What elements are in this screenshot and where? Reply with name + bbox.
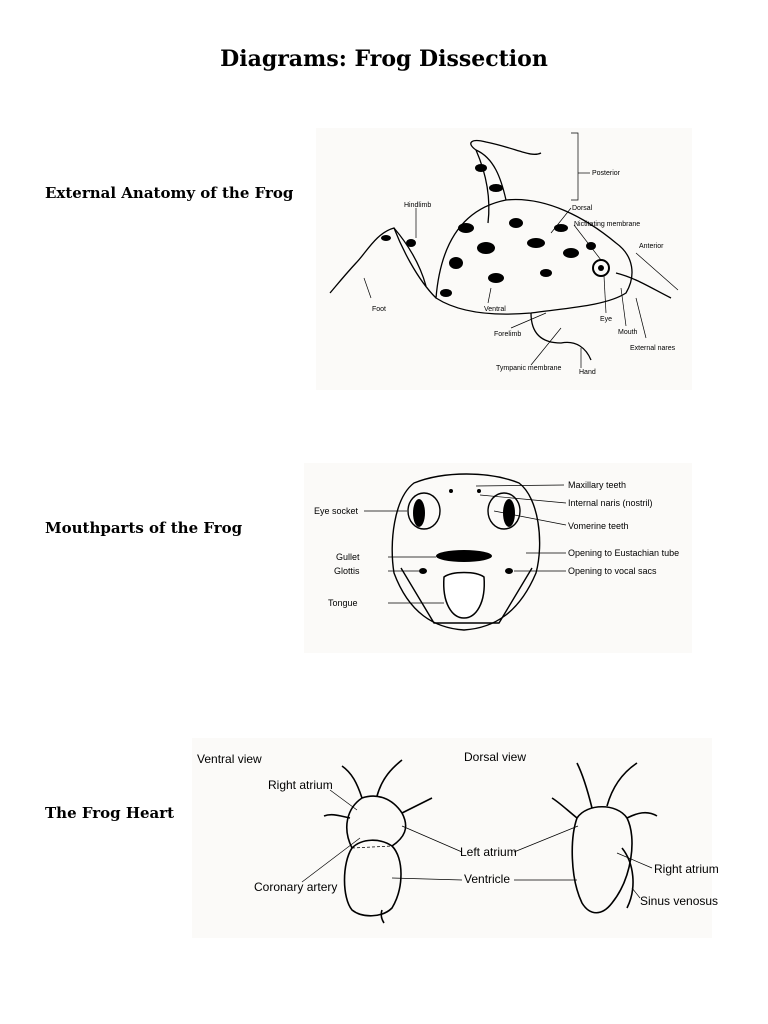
label-hand: Hand xyxy=(579,369,596,376)
external-anatomy-figure xyxy=(316,128,692,390)
label-posterior: Posterior xyxy=(592,170,621,177)
label-right-atrium-dorsal: Right atrium xyxy=(654,862,719,876)
label-external-nares: External nares xyxy=(630,345,676,352)
label-eye: Eye xyxy=(600,316,613,323)
label-right-atrium-ventral: Right atrium xyxy=(268,778,333,792)
label-nictitating-membrane: Nictitating membrane xyxy=(574,221,641,228)
tongue-shape xyxy=(444,573,485,619)
label-tongue: Tongue xyxy=(328,598,358,608)
label-left-atrium: Left atrium xyxy=(460,845,517,859)
label-internal-naris: Internal naris (nostril) xyxy=(568,498,653,508)
label-coronary-artery: Coronary artery xyxy=(254,880,338,894)
label-eustachian: Opening to Eustachian tube xyxy=(568,548,680,558)
mouthparts-diagram xyxy=(304,463,692,653)
label-tympanic-membrane: Tympanic membrane xyxy=(496,365,562,372)
label-foot: Foot xyxy=(372,306,387,313)
label-sinus-venosus: Sinus venosus xyxy=(640,894,719,908)
label-eye-socket: Eye socket xyxy=(314,506,359,516)
label-vocal-sacs: Opening to vocal sacs xyxy=(568,566,657,576)
label-hindlimb: Hindlimb xyxy=(404,202,432,209)
label-forelimb: Forelimb xyxy=(494,331,522,338)
heading-external-anatomy: External Anatomy of the Frog xyxy=(45,184,294,202)
label-anterior: Anterior xyxy=(639,243,664,250)
label-dorsal: Dorsal xyxy=(572,205,593,212)
heading-frog-heart: The Frog Heart xyxy=(45,804,175,822)
label-glottis: Glottis xyxy=(334,566,360,576)
frog-external-diagram xyxy=(316,128,692,390)
heart-diagram xyxy=(192,738,719,938)
label-dorsal-view: Dorsal view xyxy=(464,750,527,764)
heart-ventral xyxy=(324,760,432,923)
label-mouth: Mouth xyxy=(618,329,638,336)
label-vomerine-teeth: Vomerine teeth xyxy=(568,521,629,531)
label-ventral-view: Ventral view xyxy=(197,752,262,766)
frog-spots xyxy=(381,164,596,297)
label-ventral: Ventral xyxy=(484,306,506,313)
page-title: Diagrams: Frog Dissection xyxy=(220,46,548,72)
mouthparts-figure xyxy=(304,463,692,653)
heart-dorsal xyxy=(552,763,657,913)
label-gullet: Gullet xyxy=(336,552,360,562)
mouth-details xyxy=(413,489,515,574)
label-maxillary-teeth: Maxillary teeth xyxy=(568,480,627,490)
heart-figure xyxy=(192,738,719,938)
heading-mouthparts: Mouthparts of the Frog xyxy=(45,519,243,537)
label-ventricle: Ventricle xyxy=(464,872,511,886)
